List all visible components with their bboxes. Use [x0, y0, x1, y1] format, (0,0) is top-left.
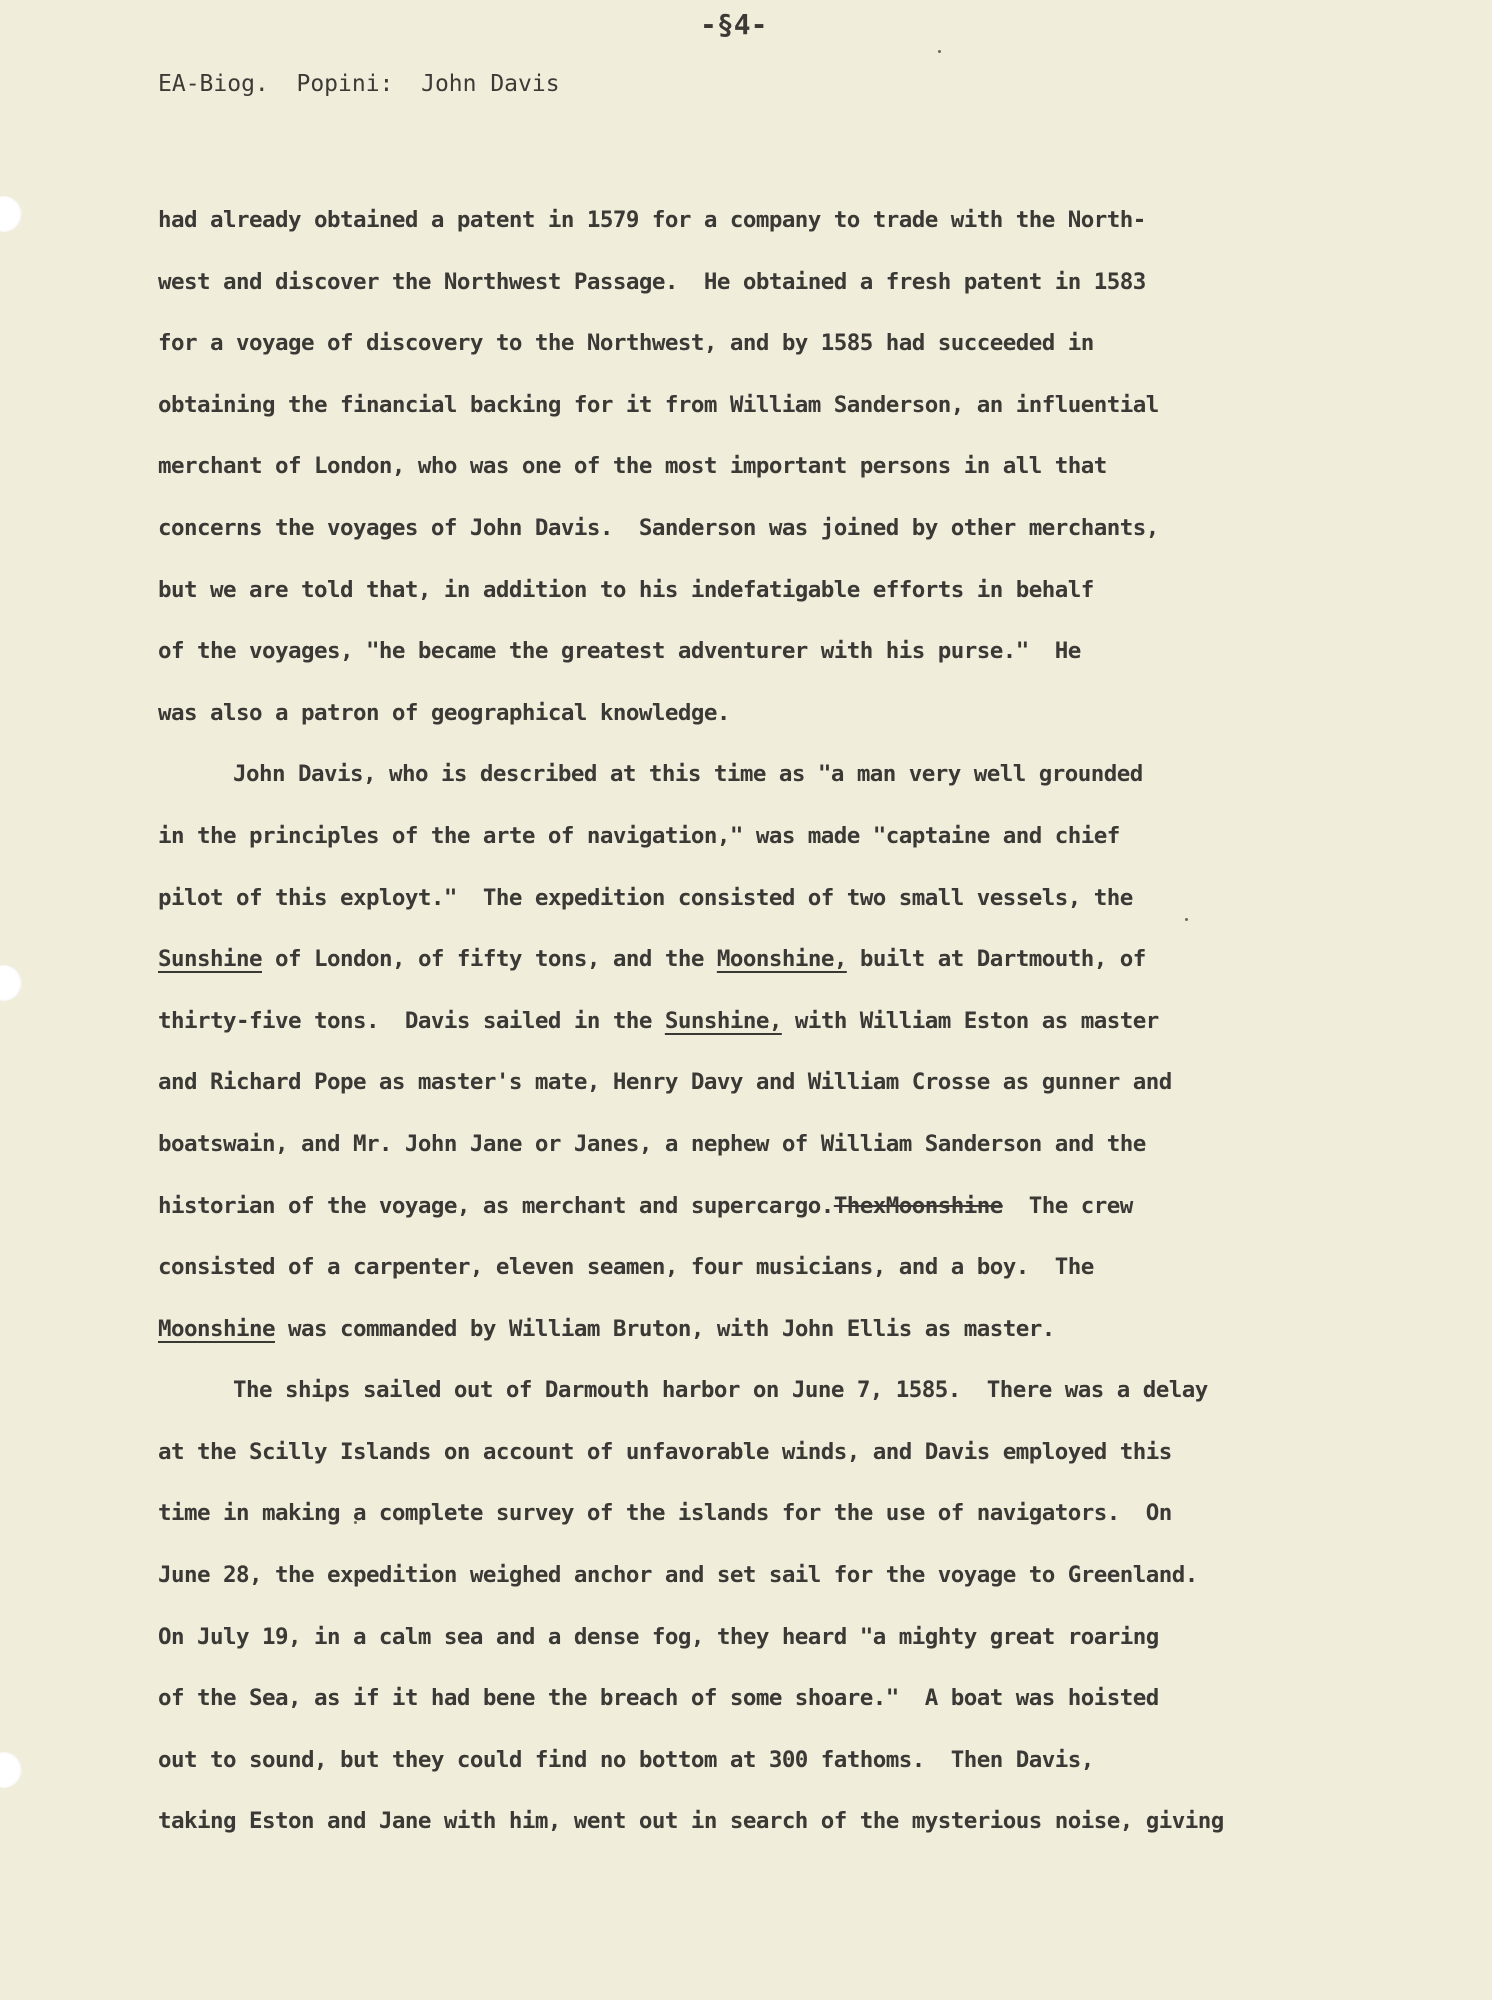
text-run: pilot of this exployt." The expedition consisted of two small vessels, the	[158, 884, 1133, 911]
text-run: for a voyage of discovery to the Northwest, and by 1585 had succeeded in	[158, 330, 1094, 357]
text-line	[158, 1545, 1458, 1607]
punch-hole	[0, 965, 22, 1001]
text-line	[158, 1299, 1458, 1361]
text-line	[158, 1114, 1458, 1176]
text-line	[158, 313, 1458, 375]
text-line	[158, 1360, 1458, 1422]
text-run: time in making a complete survey of the islands for the use of navigators. On	[158, 1500, 1172, 1527]
ship-name: Moonshine,	[716, 946, 847, 973]
text-run: was also a patron of geographical knowledge.	[158, 699, 730, 726]
text-run: with William Eston as master	[781, 1007, 1159, 1034]
text-run: historian of the voyage, as merchant and supercargo.	[158, 1192, 834, 1219]
text-line	[158, 806, 1458, 868]
text-line	[158, 1237, 1458, 1299]
ship-name: Sunshine	[158, 946, 262, 973]
struck-text: ThexMoonshine	[833, 1192, 1003, 1219]
text-run: west and discover the Northwest Passage. He obtained a fresh patent in 1583	[158, 268, 1146, 295]
text-line	[158, 1730, 1458, 1792]
text-line	[158, 190, 1458, 252]
text-run: John Davis, who is described at this time as "a man very well grounded	[233, 761, 1143, 788]
text-run: out to sound, but they could find no bottom at 300 fathoms. Then Davis,	[158, 1746, 1094, 1773]
text-line	[158, 1791, 1458, 1853]
page-number: -§4-	[700, 8, 768, 41]
text-run: built at Dartmouth, of	[846, 946, 1146, 973]
text-line	[158, 991, 1458, 1053]
text-line	[158, 683, 1458, 745]
body-text	[158, 190, 1458, 1853]
text-line	[158, 621, 1458, 683]
text-line	[158, 1052, 1458, 1114]
text-run: On July 19, in a calm sea and a dense fog, they heard "a mighty great roaring	[158, 1623, 1159, 1650]
ship-name: Sunshine,	[664, 1007, 782, 1034]
running-header: EA-Biog. Popini: John Davis	[158, 71, 560, 97]
text-run: was commanded by William Bruton, with John Ellis as master.	[274, 1315, 1055, 1342]
text-line	[158, 1607, 1458, 1669]
text-run: merchant of London, who was one of the most important persons in all that	[158, 453, 1107, 480]
text-run: The crew	[1002, 1192, 1133, 1219]
ship-name: Moonshine	[158, 1315, 275, 1342]
text-run: of London, of fifty tons, and the	[261, 946, 717, 973]
text-line	[158, 868, 1458, 930]
text-line	[158, 560, 1458, 622]
text-run: had already obtained a patent in 1579 for a company to trade with the North-	[158, 207, 1146, 233]
text-run: concerns the voyages of John Davis. Sanderson was joined by other merchants,	[158, 514, 1159, 541]
text-run: at the Scilly Islands on account of unfavorable winds, and Davis employed this	[158, 1438, 1172, 1465]
text-run: thirty-five tons. Davis sailed in the	[158, 1007, 665, 1034]
text-run: consisted of a carpenter, eleven seamen, four musicians, and a boy. The	[158, 1254, 1094, 1281]
text-run: The ships sailed out of Darmouth harbor on June 7, 1585. There was a delay	[233, 1377, 1208, 1404]
text-run: of the voyages, "he became the greatest adventurer with his purse." He	[158, 638, 1081, 665]
text-line	[158, 375, 1458, 437]
text-line	[158, 744, 1458, 806]
text-run: June 28, the expedition weighed anchor and set sail for the voyage to Greenland.	[158, 1562, 1198, 1589]
punch-hole	[0, 1752, 22, 1788]
text-line	[158, 498, 1458, 560]
text-run: obtaining the financial backing for it from William Sanderson, an influential	[158, 391, 1159, 418]
text-line	[158, 1668, 1458, 1730]
text-run: of the Sea, as if it had bene the breach of some shoare." A boat was hoisted	[158, 1685, 1159, 1712]
text-line	[158, 252, 1458, 314]
text-run: and Richard Pope as master's mate, Henry Davy and William Crosse as gunner and	[158, 1069, 1172, 1096]
text-run: taking Eston and Jane with him, went out in search of the mysterious noise, giving	[158, 1808, 1224, 1835]
text-run: but we are told that, in addition to his indefatigable efforts in behalf	[158, 576, 1094, 603]
text-run: in the principles of the arte of navigation," was made "captaine and chief	[158, 822, 1120, 849]
text-run: boatswain, and Mr. John Jane or Janes, a nephew of William Sanderson and the	[158, 1130, 1146, 1157]
text-line	[158, 1483, 1458, 1545]
text-line	[158, 1422, 1458, 1484]
text-line	[158, 1176, 1458, 1238]
punch-hole	[0, 196, 22, 232]
text-line	[158, 436, 1458, 498]
text-line	[158, 929, 1458, 991]
ink-speck	[938, 50, 941, 53]
